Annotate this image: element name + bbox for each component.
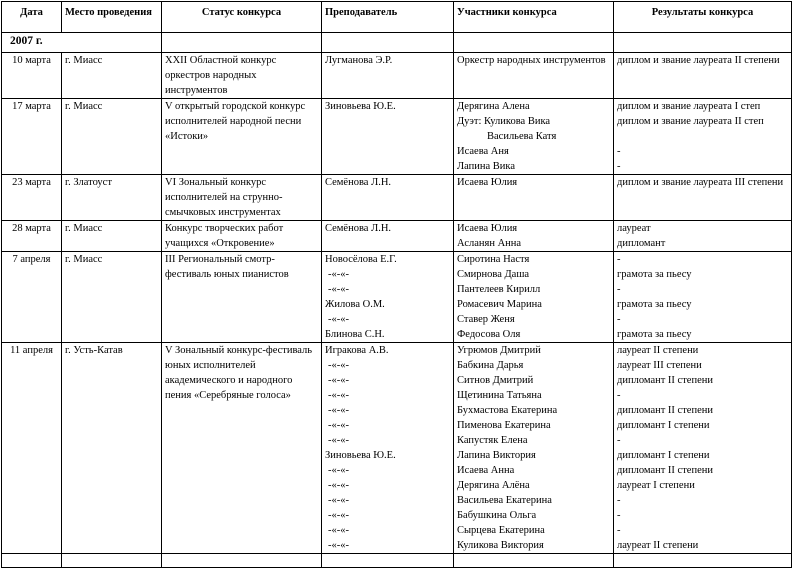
place-text: г. Миасс — [65, 55, 103, 66]
date-text: 11 апреля — [10, 345, 53, 356]
result-text: лауреат II степени — [617, 345, 699, 356]
result-text: дипломант I степени — [617, 420, 710, 431]
status-text: III Региональный смотр-фестиваль юных пианистов — [165, 254, 289, 280]
participant-name: Сырцева Екатерина — [457, 525, 545, 536]
result-text: грамота за пьесу — [617, 299, 692, 310]
participants-cell — [454, 175, 614, 221]
result-text: диплом и звание лауреата II степени — [617, 55, 780, 66]
date-cell — [2, 175, 62, 221]
place-cell — [62, 53, 162, 99]
result-text: дипломант II степени — [617, 465, 713, 476]
date-cell — [2, 53, 62, 99]
teacher-cell — [322, 221, 454, 252]
participant-name: Ситнов Дмитрий — [457, 375, 534, 386]
result-text: - — [617, 525, 621, 536]
date-cell — [2, 221, 62, 252]
date-text: 23 марта — [12, 177, 51, 188]
empty-row — [2, 554, 792, 568]
status-cell — [162, 343, 322, 554]
table-row — [2, 221, 792, 252]
participant-name: Исаева Аня — [457, 146, 509, 157]
header-status: Статус конкурса — [162, 2, 322, 33]
place-cell — [62, 175, 162, 221]
results-cell — [614, 252, 792, 343]
header-participants: Участники конкурса — [454, 2, 614, 33]
results-cell — [614, 343, 792, 554]
result-text: лауреат I степени — [617, 480, 695, 491]
participant-name: Исаева Юлия — [457, 177, 518, 188]
status-text: Конкурс творческих работ учащихся «Откровение» — [165, 223, 284, 249]
result-text: дипломант I степени — [617, 450, 710, 461]
teacher-name: -«-«- — [328, 540, 349, 551]
participant-name: Угрюмов Дмитрий — [457, 345, 541, 356]
teacher-name: Семёнова Л.Н. — [325, 177, 392, 188]
result-text: диплом и звание лауреата III степени — [617, 177, 784, 188]
table-row — [2, 343, 792, 554]
table-row — [2, 252, 792, 343]
participant-name: Щетинина Татьяна — [457, 390, 542, 401]
result-text: диплом и звание лауреата I степ — [617, 101, 761, 112]
result-text: - — [617, 510, 621, 521]
place-text: г. Миасс — [65, 254, 103, 265]
status-text: VI Зональный конкурс исполнителей на струнно-смычковых инструментах — [165, 177, 283, 218]
teacher-name: -«-«- — [328, 269, 349, 280]
date-text: 10 марта — [12, 55, 51, 66]
teacher-name: Жилова О.М. — [325, 299, 385, 310]
status-cell — [162, 99, 322, 175]
participant-name: Лапина Виктория — [457, 450, 536, 461]
place-cell — [62, 343, 162, 554]
year-row — [2, 33, 792, 53]
teacher-cell — [322, 175, 454, 221]
teacher-name: -«-«- — [328, 314, 349, 325]
participants-cell — [454, 99, 614, 175]
status-text: V Зональный конкурс-фестиваль юных исполнителей академического и народного пения «Серебряные голоса» — [165, 345, 313, 401]
status-text: V открытый городской конкурс исполнителей народной песни «Истоки» — [165, 101, 306, 142]
place-text: г. Миасс — [65, 101, 103, 112]
results-cell — [614, 53, 792, 99]
participant-name: Ставер Женя — [457, 314, 515, 325]
participant-name: Бухмастова Екатерина — [457, 405, 558, 416]
teacher-name: Зиновьева Ю.Е. — [325, 101, 396, 112]
participant-name: Капустяк Елена — [457, 435, 528, 446]
teacher-name: Блинова С.Н. — [325, 329, 385, 340]
teacher-name: -«-«- — [328, 435, 349, 446]
participant-name: Дерягина Алена — [457, 101, 530, 112]
participant-name: Асланян Анна — [457, 238, 522, 249]
header-teacher: Преподаватель — [322, 2, 454, 33]
result-text: - — [617, 146, 621, 157]
teacher-name: -«-«- — [328, 510, 349, 521]
teacher-name: Игракова А.В. — [325, 345, 389, 356]
participant-name: Бабушкина Ольга — [457, 510, 537, 521]
result-text: - — [617, 435, 621, 446]
table-row — [2, 53, 792, 99]
teacher-name: -«-«- — [328, 480, 349, 491]
participant-name: Бабкина Дарья — [457, 360, 524, 371]
teacher-name: -«-«- — [328, 495, 349, 506]
result-text: лауреат III степени — [617, 360, 702, 371]
participants-cell — [454, 252, 614, 343]
participants-cell — [454, 221, 614, 252]
result-text: дипломант — [617, 238, 666, 249]
participant-name: Федосова Оля — [457, 329, 521, 340]
teacher-cell — [322, 99, 454, 175]
teacher-name: Зиновьева Ю.Е. — [325, 450, 396, 461]
place-text: г. Усть-Катав — [65, 345, 123, 356]
teacher-name: Новосёлова Е.Г. — [325, 254, 397, 265]
participant-name: Дерягина Алёна — [457, 480, 530, 491]
participants-cell — [454, 53, 614, 99]
date-cell — [2, 99, 62, 175]
participant-name: Смирнова Даша — [457, 269, 530, 280]
status-cell — [162, 53, 322, 99]
date-text: 28 марта — [12, 223, 51, 234]
results-cell — [614, 175, 792, 221]
header-date: Дата — [2, 2, 62, 33]
header-row — [2, 2, 792, 33]
teacher-name: -«-«- — [328, 420, 349, 431]
result-text: лауреат II степени — [617, 540, 699, 551]
place-cell — [62, 252, 162, 343]
result-text: дипломант II степени — [617, 405, 713, 416]
participant-name: Васильева Екатерина — [457, 495, 552, 506]
teacher-cell — [322, 252, 454, 343]
place-cell — [62, 99, 162, 175]
participant-name: Дуэт: Куликова Вика — [457, 116, 551, 127]
result-text: диплом и звание лауреата II степ — [617, 116, 764, 127]
place-cell — [62, 221, 162, 252]
result-text: - — [617, 390, 621, 401]
teacher-name: -«-«- — [328, 375, 349, 386]
teacher-name: -«-«- — [328, 405, 349, 416]
participant-name: Сиротина Настя — [457, 254, 530, 265]
participant-name: Пантелеев Кирилл — [457, 284, 541, 295]
result-text: лауреат — [617, 223, 651, 234]
teacher-name: Лугманова Э.Р. — [325, 55, 393, 66]
table-row — [2, 175, 792, 221]
date-text: 7 апреля — [12, 254, 51, 265]
result-text: - — [617, 161, 621, 172]
result-text: - — [617, 314, 621, 325]
status-cell — [162, 252, 322, 343]
date-text: 17 марта — [12, 101, 51, 112]
teacher-name: -«-«- — [328, 284, 349, 295]
teacher-cell — [322, 53, 454, 99]
results-cell — [614, 221, 792, 252]
table-row — [2, 99, 792, 175]
teacher-name: -«-«- — [328, 390, 349, 401]
participant-name: Ромасевич Марина — [457, 299, 542, 310]
result-text: - — [617, 284, 621, 295]
result-text: грамота за пьесу — [617, 329, 692, 340]
participant-name: Пименова Екатерина — [457, 420, 551, 431]
place-text: г. Златоуст — [65, 177, 112, 188]
result-text: - — [617, 495, 621, 506]
teacher-name: -«-«- — [328, 525, 349, 536]
status-text: XXII Областной конкурс оркестров народных инструментов — [165, 55, 277, 96]
status-cell — [162, 221, 322, 252]
date-cell — [2, 343, 62, 554]
result-text — [617, 129, 788, 144]
teacher-cell — [322, 343, 454, 554]
place-text: г. Миасс — [65, 223, 103, 234]
participant-name: Исаева Анна — [457, 465, 515, 476]
result-text: дипломант II степени — [617, 375, 713, 386]
result-text: - — [617, 254, 621, 265]
date-cell — [2, 252, 62, 343]
result-text: грамота за пьесу — [617, 269, 692, 280]
participant-name: Лапина Вика — [457, 161, 516, 172]
year-label: 2007 г. — [2, 33, 162, 53]
participant-name: Куликова Виктория — [457, 540, 544, 551]
teacher-name: -«-«- — [328, 465, 349, 476]
header-place: Место проведения — [62, 2, 162, 33]
participant-name: Оркестр народных инструментов — [457, 55, 606, 66]
teacher-name: -«-«- — [328, 360, 349, 371]
teacher-name: Семёнова Л.Н. — [325, 223, 392, 234]
header-results: Результаты конкурса — [614, 2, 792, 33]
participant-name: Исаева Юлия — [457, 223, 518, 234]
participants-cell — [454, 343, 614, 554]
results-cell — [614, 99, 792, 175]
competitions-table — [1, 1, 792, 568]
status-cell — [162, 175, 322, 221]
participant-name: Васильева Катя — [487, 131, 557, 142]
